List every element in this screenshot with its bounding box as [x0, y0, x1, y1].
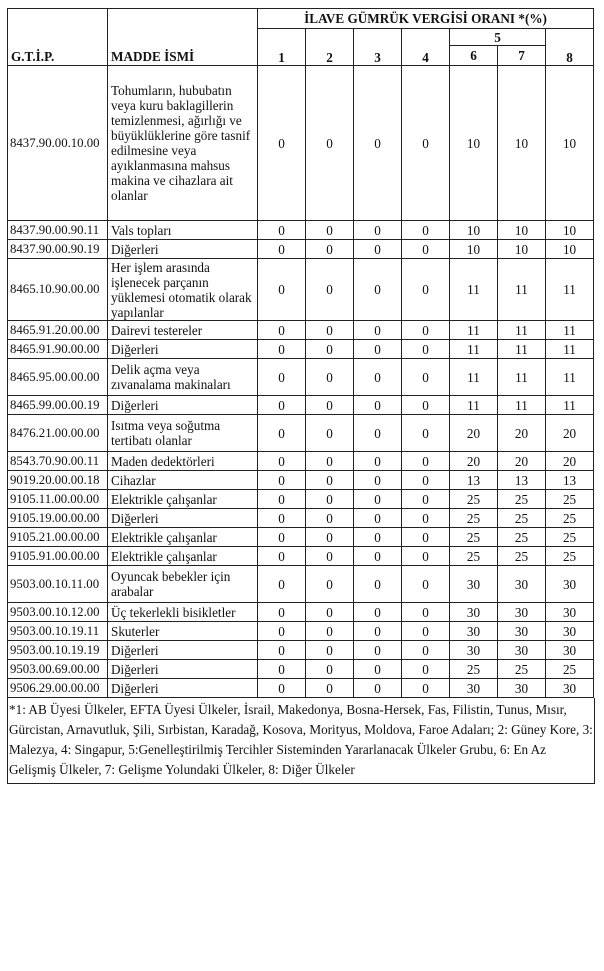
rate-cell: 0 — [402, 415, 450, 452]
rate-cell: 0 — [306, 321, 354, 340]
col-5-group-header: 5 — [450, 29, 546, 46]
rate-cell: 25 — [450, 547, 498, 566]
rate-cell: 0 — [306, 547, 354, 566]
item-name-cell: Cihazlar — [108, 471, 258, 490]
rate-cell: 20 — [450, 415, 498, 452]
table-row — [8, 528, 594, 547]
rate-cell: 30 — [546, 679, 594, 698]
rate-cell: 11 — [498, 340, 546, 359]
rate-cell: 0 — [402, 259, 450, 321]
rate-cell: 25 — [498, 547, 546, 566]
rate-cell: 30 — [450, 679, 498, 698]
rate-cell: 25 — [450, 528, 498, 547]
rate-cell: 25 — [546, 547, 594, 566]
gtip-code-cell: 8476.21.00.00.00 — [8, 415, 108, 452]
rate-cell: 0 — [402, 66, 450, 221]
item-name-cell: Dairevi testereler — [108, 321, 258, 340]
rate-cell: 10 — [546, 66, 594, 221]
table-row — [8, 321, 594, 340]
item-name-cell: Isıtma veya soğutma tertibatı olanlar — [108, 415, 258, 452]
item-name-cell: Her işlem arasında işlenecek parçanın yüklemesi otomatik olarak yapılanlar — [108, 259, 258, 321]
rate-cell: 11 — [498, 259, 546, 321]
table-row — [8, 415, 594, 452]
rate-cell: 0 — [402, 321, 450, 340]
rate-cell: 25 — [450, 660, 498, 679]
rate-cell: 0 — [258, 566, 306, 603]
item-name-cell: Diğerleri — [108, 641, 258, 660]
rate-cell: 0 — [402, 641, 450, 660]
rate-cell: 11 — [450, 259, 498, 321]
rate-cell: 0 — [402, 679, 450, 698]
gtip-code-cell: 8437.90.00.90.11 — [8, 221, 108, 240]
rate-cell: 10 — [450, 66, 498, 221]
rate-cell: 0 — [402, 528, 450, 547]
rate-cell: 0 — [306, 641, 354, 660]
rate-cell: 0 — [258, 359, 306, 396]
rate-cell: 11 — [546, 321, 594, 340]
rate-cell: 0 — [402, 547, 450, 566]
rate-cell: 0 — [258, 240, 306, 259]
item-name-cell: Diğerleri — [108, 340, 258, 359]
table-row — [8, 340, 594, 359]
rate-cell: 0 — [258, 415, 306, 452]
table-row — [8, 396, 594, 415]
rate-cell: 20 — [546, 415, 594, 452]
rate-cell: 0 — [354, 660, 402, 679]
rate-cell: 30 — [498, 603, 546, 622]
rate-cell: 30 — [546, 641, 594, 660]
rate-cell: 0 — [402, 490, 450, 509]
rate-cell: 0 — [306, 259, 354, 321]
rate-cell: 30 — [498, 622, 546, 641]
rate-cell: 0 — [354, 641, 402, 660]
rate-cell: 0 — [306, 490, 354, 509]
table-row — [8, 471, 594, 490]
gtip-code-cell: 8543.70.90.00.11 — [8, 452, 108, 471]
table-row — [8, 660, 594, 679]
item-name-cell: Elektrikle çalışanlar — [108, 528, 258, 547]
item-name-cell: Elektrikle çalışanlar — [108, 490, 258, 509]
gtip-code-cell: 9503.00.10.19.19 — [8, 641, 108, 660]
rate-cell: 0 — [402, 359, 450, 396]
tariff-document — [7, 8, 593, 784]
table-row — [8, 490, 594, 509]
rate-cell: 0 — [354, 396, 402, 415]
rate-cell: 0 — [354, 509, 402, 528]
rate-cell: 11 — [498, 321, 546, 340]
rate-cell: 0 — [306, 509, 354, 528]
gtip-code-cell: 9503.00.69.00.00 — [8, 660, 108, 679]
table-row — [8, 259, 594, 321]
rate-cell: 13 — [498, 471, 546, 490]
rate-cell: 0 — [354, 240, 402, 259]
item-name-cell: Oyuncak bebekler için arabalar — [108, 566, 258, 603]
rate-cell: 30 — [450, 622, 498, 641]
table-row — [8, 566, 594, 603]
rate-cell: 0 — [258, 622, 306, 641]
rate-cell: 20 — [450, 452, 498, 471]
table-row — [8, 359, 594, 396]
col-7-header: 7 — [498, 46, 546, 66]
rate-cell: 0 — [306, 528, 354, 547]
table-row — [8, 547, 594, 566]
rate-cell: 11 — [498, 359, 546, 396]
rate-cell: 0 — [402, 396, 450, 415]
rate-cell: 10 — [498, 66, 546, 221]
gtip-header: G.T.İ.P. — [8, 9, 108, 66]
gtip-code-cell: 8465.99.00.00.19 — [8, 396, 108, 415]
item-name-cell: Vals topları — [108, 221, 258, 240]
rate-cell: 0 — [258, 321, 306, 340]
rate-cell: 11 — [498, 396, 546, 415]
gtip-code-cell: 9503.00.10.11.00 — [8, 566, 108, 603]
rate-cell: 0 — [354, 221, 402, 240]
table-row — [8, 603, 594, 622]
rate-cell: 0 — [258, 396, 306, 415]
item-name-cell: Maden dedektörleri — [108, 452, 258, 471]
rate-cell: 0 — [258, 490, 306, 509]
item-name-cell: Diğerleri — [108, 240, 258, 259]
rate-cell: 0 — [354, 603, 402, 622]
col-6-header: 6 — [450, 46, 498, 66]
rate-cell: 25 — [546, 528, 594, 547]
rate-cell: 0 — [258, 259, 306, 321]
gtip-code-cell: 9503.00.10.12.00 — [8, 603, 108, 622]
table-row — [8, 679, 594, 698]
rate-cell: 0 — [354, 359, 402, 396]
rate-cell: 0 — [258, 547, 306, 566]
rate-cell: 30 — [546, 603, 594, 622]
rate-cell: 0 — [306, 603, 354, 622]
rate-cell: 25 — [498, 509, 546, 528]
rate-cell: 0 — [402, 566, 450, 603]
col-4-header: 4 — [402, 29, 450, 66]
rate-cell: 13 — [450, 471, 498, 490]
rate-cell: 0 — [258, 340, 306, 359]
rate-cell: 30 — [450, 603, 498, 622]
rate-cell: 0 — [402, 603, 450, 622]
rate-cell: 0 — [354, 490, 402, 509]
rate-cell: 30 — [498, 641, 546, 660]
rate-cell: 0 — [306, 679, 354, 698]
table-row — [8, 622, 594, 641]
col-8-header: 8 — [546, 29, 594, 66]
gtip-code-cell: 8465.91.20.00.00 — [8, 321, 108, 340]
group-header: İLAVE GÜMRÜK VERGİSİ ORANI *(%) — [258, 9, 594, 29]
gtip-code-cell: 9105.91.00.00.00 — [8, 547, 108, 566]
item-name-cell: Elektrikle çalışanlar — [108, 547, 258, 566]
gtip-code-cell: 9105.11.00.00.00 — [8, 490, 108, 509]
rate-cell: 20 — [546, 452, 594, 471]
rate-cell: 0 — [354, 415, 402, 452]
rate-cell: 0 — [306, 359, 354, 396]
rate-cell: 30 — [450, 641, 498, 660]
rate-cell: 0 — [354, 452, 402, 471]
rate-cell: 25 — [546, 509, 594, 528]
rate-cell: 0 — [306, 340, 354, 359]
rate-cell: 10 — [498, 221, 546, 240]
rate-cell: 0 — [402, 509, 450, 528]
rate-cell: 0 — [306, 452, 354, 471]
rate-cell: 0 — [402, 622, 450, 641]
rate-cell: 0 — [354, 66, 402, 221]
gtip-code-cell: 8465.91.90.00.00 — [8, 340, 108, 359]
rate-cell: 20 — [498, 452, 546, 471]
rate-cell: 30 — [498, 566, 546, 603]
item-name-cell: Delik açma veya zıvanalama makinaları — [108, 359, 258, 396]
footnote: *1: AB Üyesi Ülkeler, EFTA Üyesi Ülkeler, İsrail, Makedonya, Bosna-Hersek, Fas, Filistin, Tunus, Mısır, Gürcistan, Arnavutluk, Şili, Sırbistan, Karadağ, Kosova, Morityus, Moldova, Faroe Adaları; 2: Güney Kore, 3: Malezya, 4: Singapur, 5:Genelleştirilmiş Tercihler Sisteminden Yararlanacak Ülkeler Grubu, 6: En Az Gelişmiş Ülkeler, 7: Gelişme Yolundaki Ülkeler, 8: Diğer Ülkeler — [7, 698, 595, 784]
rate-cell: 10 — [498, 240, 546, 259]
rate-cell: 11 — [450, 321, 498, 340]
table-row — [8, 221, 594, 240]
rate-cell: 11 — [546, 259, 594, 321]
table-row — [8, 66, 594, 221]
rate-cell: 25 — [498, 490, 546, 509]
item-name-cell: Diğerleri — [108, 396, 258, 415]
gtip-code-cell: 8437.90.00.90.19 — [8, 240, 108, 259]
rate-cell: 25 — [450, 490, 498, 509]
rate-cell: 0 — [306, 240, 354, 259]
rate-cell: 0 — [258, 471, 306, 490]
rate-cell: 10 — [450, 221, 498, 240]
rate-cell: 0 — [402, 471, 450, 490]
rate-cell: 0 — [354, 679, 402, 698]
gtip-code-cell: 9506.29.00.00.00 — [8, 679, 108, 698]
rate-cell: 0 — [402, 340, 450, 359]
gtip-code-cell: 8465.10.90.00.00 — [8, 259, 108, 321]
rate-cell: 0 — [354, 528, 402, 547]
table-row — [8, 240, 594, 259]
rate-cell: 0 — [402, 660, 450, 679]
rate-cell: 0 — [258, 603, 306, 622]
rate-cell: 11 — [450, 340, 498, 359]
col-2-header: 2 — [306, 29, 354, 66]
rate-cell: 0 — [354, 340, 402, 359]
rate-cell: 0 — [354, 471, 402, 490]
gtip-code-cell: 9503.00.10.19.11 — [8, 622, 108, 641]
item-name-cell: Diğerleri — [108, 679, 258, 698]
table-row — [8, 452, 594, 471]
tariff-table — [7, 8, 594, 698]
rate-cell: 10 — [546, 240, 594, 259]
rate-cell: 0 — [258, 452, 306, 471]
item-name-cell: Tohumların, hububatın veya kuru baklagillerin temizlenmesi, ağırlığı ve büyüklüklerine göre tasnif edilmesine veya ayıklanmasına mahsus makina ve cihazlara ait olanlar — [108, 66, 258, 221]
rate-cell: 20 — [498, 415, 546, 452]
rate-cell: 11 — [450, 396, 498, 415]
rate-cell: 0 — [306, 622, 354, 641]
rate-cell: 25 — [450, 509, 498, 528]
rate-cell: 0 — [258, 660, 306, 679]
gtip-code-cell: 9019.20.00.00.18 — [8, 471, 108, 490]
gtip-code-cell: 9105.19.00.00.00 — [8, 509, 108, 528]
rate-cell: 11 — [546, 359, 594, 396]
gtip-code-cell: 9105.21.00.00.00 — [8, 528, 108, 547]
rate-cell: 0 — [354, 259, 402, 321]
rate-cell: 10 — [450, 240, 498, 259]
rate-cell: 0 — [258, 509, 306, 528]
rate-cell: 30 — [546, 566, 594, 603]
item-name-cell: Skuterler — [108, 622, 258, 641]
item-name-cell: Diğerleri — [108, 660, 258, 679]
rate-cell: 11 — [546, 340, 594, 359]
rate-cell: 0 — [354, 622, 402, 641]
rate-cell: 0 — [402, 240, 450, 259]
item-name-cell: Diğerleri — [108, 509, 258, 528]
rate-cell: 0 — [354, 321, 402, 340]
rate-cell: 10 — [546, 221, 594, 240]
rate-cell: 0 — [306, 660, 354, 679]
gtip-code-cell: 8465.95.00.00.00 — [8, 359, 108, 396]
rate-cell: 0 — [306, 566, 354, 603]
rate-cell: 0 — [402, 221, 450, 240]
rate-cell: 11 — [450, 359, 498, 396]
col-1-header: 1 — [258, 29, 306, 66]
rate-cell: 0 — [258, 528, 306, 547]
rate-cell: 30 — [546, 622, 594, 641]
rate-cell: 0 — [258, 679, 306, 698]
rate-cell: 30 — [498, 679, 546, 698]
rate-cell: 0 — [258, 66, 306, 221]
rate-cell: 0 — [402, 452, 450, 471]
madde-ismi-header: MADDE İSMİ — [108, 9, 258, 66]
rate-cell: 25 — [498, 528, 546, 547]
rate-cell: 0 — [306, 66, 354, 221]
gtip-code-cell: 8437.90.00.10.00 — [8, 66, 108, 221]
rate-cell: 0 — [306, 471, 354, 490]
rate-cell: 0 — [306, 415, 354, 452]
rate-cell: 0 — [354, 566, 402, 603]
table-row — [8, 509, 594, 528]
rate-cell: 11 — [546, 396, 594, 415]
rate-cell: 13 — [546, 471, 594, 490]
rate-cell: 30 — [450, 566, 498, 603]
rate-cell: 25 — [498, 660, 546, 679]
item-name-cell: Üç tekerlekli bisikletler — [108, 603, 258, 622]
rate-cell: 0 — [306, 221, 354, 240]
table-row — [8, 641, 594, 660]
rate-cell: 0 — [306, 396, 354, 415]
rate-cell: 25 — [546, 660, 594, 679]
rate-cell: 0 — [258, 641, 306, 660]
col-3-header: 3 — [354, 29, 402, 66]
rate-cell: 0 — [258, 221, 306, 240]
rate-cell: 0 — [354, 547, 402, 566]
rate-cell: 25 — [546, 490, 594, 509]
